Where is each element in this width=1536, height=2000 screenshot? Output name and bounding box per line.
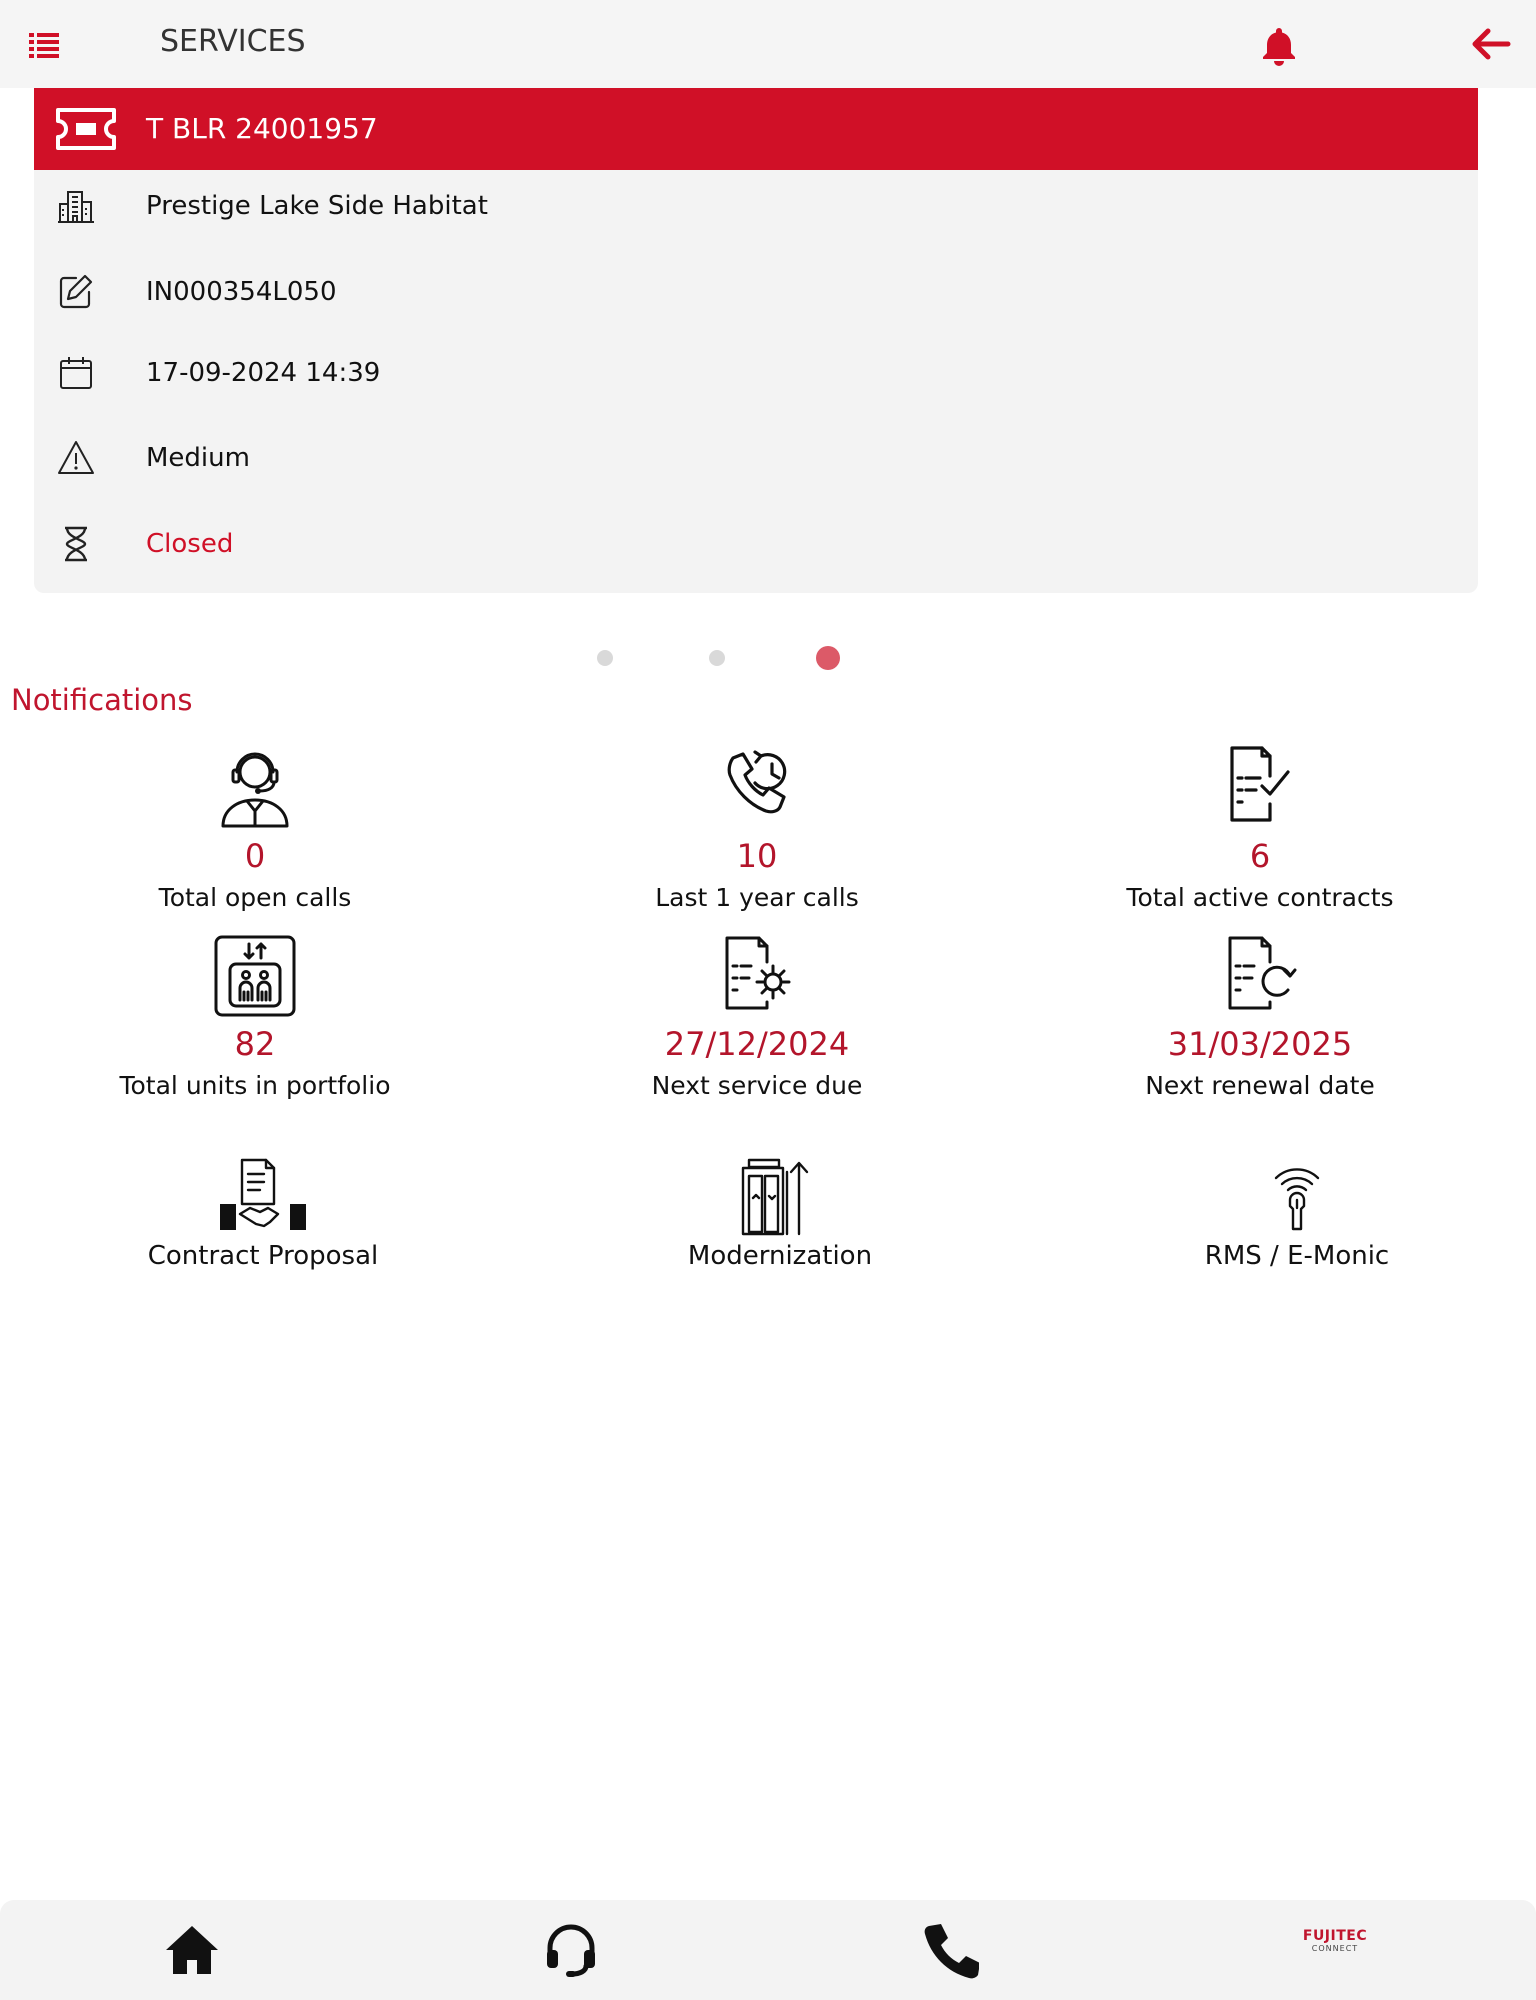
elevator-icon bbox=[213, 934, 297, 1018]
site-name: Prestige Lake Side Habitat bbox=[146, 191, 488, 221]
pager-dot-3-active[interactable] bbox=[816, 646, 840, 670]
quick-contract-proposal[interactable] bbox=[33, 1156, 493, 1276]
ticket-datetime: 17-09-2024 14:39 bbox=[146, 358, 381, 388]
warning-triangle-icon bbox=[56, 438, 96, 478]
menu-list-icon[interactable] bbox=[28, 28, 60, 60]
ticket-priority-row bbox=[34, 428, 1478, 488]
active-contracts-value: 6 bbox=[1249, 837, 1271, 875]
ticket-unit-row bbox=[34, 262, 1478, 322]
tile-next-service[interactable] bbox=[527, 934, 987, 1106]
brand-sub: CONNECT bbox=[1311, 1944, 1359, 1953]
ticket-date-row bbox=[34, 343, 1478, 403]
ticket-status-row bbox=[34, 514, 1478, 574]
last-year-calls-value: 10 bbox=[736, 837, 778, 875]
units-value: 82 bbox=[234, 1025, 276, 1063]
next-renewal-value: 31/03/2025 bbox=[1167, 1025, 1353, 1063]
last-year-calls-label: Last 1 year calls bbox=[655, 883, 859, 912]
open-calls-label: Total open calls bbox=[158, 883, 352, 912]
tile-last-year-calls[interactable] bbox=[527, 744, 987, 918]
status-value: Closed bbox=[146, 529, 234, 559]
contract-check-icon bbox=[1218, 744, 1302, 830]
pager-dot-1[interactable] bbox=[597, 650, 613, 666]
quick-rms-emonic[interactable] bbox=[1067, 1156, 1527, 1276]
ticket-icon bbox=[54, 104, 118, 154]
bell-icon[interactable] bbox=[1258, 24, 1300, 66]
tile-active-contracts[interactable] bbox=[1030, 744, 1490, 918]
tile-next-renewal[interactable] bbox=[1030, 934, 1490, 1106]
next-renewal-label: Next renewal date bbox=[1145, 1071, 1375, 1100]
units-label: Total units in portfolio bbox=[119, 1071, 391, 1100]
ticket-site-row bbox=[34, 176, 1478, 236]
notifications-heading: Notifications bbox=[11, 683, 193, 717]
tile-total-open-calls[interactable] bbox=[25, 744, 485, 918]
phone-history-icon bbox=[715, 744, 799, 830]
priority-value: Medium bbox=[146, 443, 250, 473]
pager-dot-2[interactable] bbox=[709, 650, 725, 666]
contract-proposal-label: Contract Proposal bbox=[147, 1241, 379, 1271]
next-service-label: Next service due bbox=[651, 1071, 863, 1100]
rms-emonic-label: RMS / E-Monic bbox=[1204, 1241, 1390, 1271]
remote-monitoring-icon bbox=[1252, 1156, 1342, 1236]
ticket-number: T BLR 24001957 bbox=[146, 112, 378, 145]
headset-icon[interactable] bbox=[541, 1920, 601, 1980]
tile-units-portfolio[interactable] bbox=[25, 934, 485, 1106]
document-gear-icon bbox=[715, 934, 799, 1018]
document-renew-icon bbox=[1218, 934, 1302, 1018]
edit-icon bbox=[56, 272, 96, 312]
top-app-bar bbox=[0, 0, 1536, 88]
unit-id: IN000354L050 bbox=[146, 277, 337, 307]
active-contracts-label: Total active contracts bbox=[1126, 883, 1394, 912]
next-service-value: 27/12/2024 bbox=[664, 1025, 850, 1063]
home-icon[interactable] bbox=[162, 1920, 222, 1980]
hourglass-icon bbox=[56, 524, 96, 564]
bottom-navigation bbox=[0, 1900, 1536, 2000]
ticket-header bbox=[34, 88, 1478, 170]
elevator-modernization-icon bbox=[735, 1156, 825, 1236]
phone-icon[interactable] bbox=[919, 1920, 979, 1980]
brand-name: FUJITEC bbox=[1302, 1928, 1368, 1944]
calendar-icon bbox=[56, 353, 96, 393]
handshake-contract-icon bbox=[218, 1156, 308, 1236]
back-arrow-icon[interactable] bbox=[1468, 22, 1512, 66]
quick-modernization[interactable] bbox=[550, 1156, 1010, 1276]
support-agent-icon bbox=[213, 744, 297, 830]
page-title: SERVICES bbox=[160, 24, 306, 59]
fujitec-connect-logo[interactable] bbox=[1300, 1928, 1370, 1954]
building-icon bbox=[56, 186, 96, 226]
ticket-card[interactable] bbox=[34, 88, 1478, 593]
open-calls-value: 0 bbox=[244, 837, 266, 875]
modernization-label: Modernization bbox=[687, 1241, 873, 1271]
